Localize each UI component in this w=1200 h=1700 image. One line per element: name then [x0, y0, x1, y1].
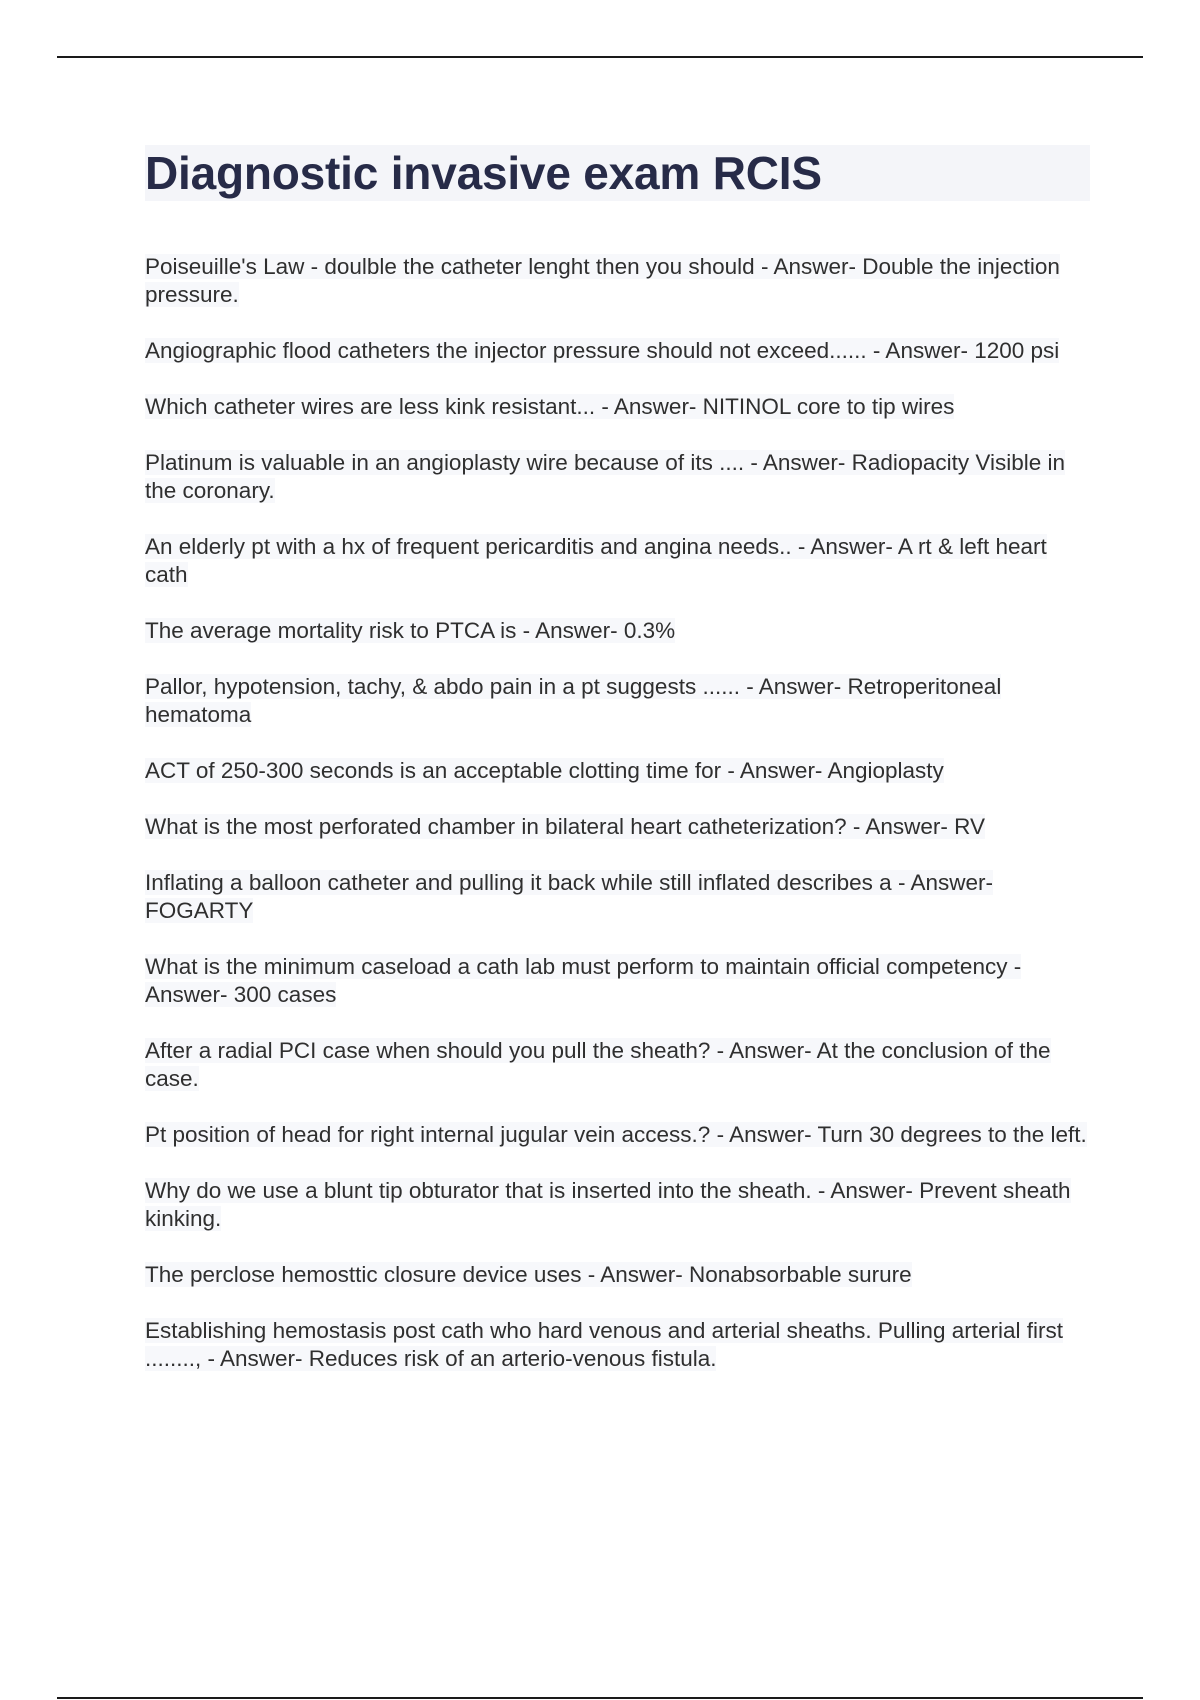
- list-item: [145, 393, 1090, 421]
- list-item: [145, 953, 1090, 1009]
- title-box: [145, 145, 1090, 201]
- qa-text: The average mortality risk to PTCA is - Answer- 0.3%: [145, 618, 676, 643]
- list-item: [145, 1121, 1090, 1149]
- list-item: [145, 1317, 1090, 1373]
- list-item: [145, 1177, 1090, 1233]
- qa-text: Pt position of head for right internal jugular vein access.? - Answer- Turn 30 degrees to the left.: [145, 1122, 1087, 1147]
- document-title: Diagnostic invasive exam RCIS: [145, 147, 822, 199]
- list-item: [145, 253, 1090, 309]
- qa-text: The perclose hemosttic closure device uses - Answer- Nonabsorbable surure: [145, 1262, 912, 1287]
- bottom-rule: [57, 1697, 1143, 1699]
- qa-text: After a radial PCI case when should you pull the sheath? - Answer- At the conclusion of the case.: [145, 1038, 1051, 1091]
- qa-text: Why do we use a blunt tip obturator that is inserted into the sheath. - Answer- Prevent sheath kinking.: [145, 1178, 1071, 1231]
- list-item: [145, 337, 1090, 365]
- list-item: [145, 869, 1090, 925]
- qa-text: ACT of 250-300 seconds is an acceptable clotting time for - Answer- Angioplasty: [145, 758, 944, 783]
- qa-text: Establishing hemostasis post cath who hard venous and arterial sheaths. Pulling arterial first ........, - Answer- Reduces risk of an arterio-venous fistula.: [145, 1318, 1063, 1371]
- list-item: [145, 673, 1090, 729]
- qa-text: Pallor, hypotension, tachy, & abdo pain in a pt suggests ...... - Answer- Retroperitoneal hematoma: [145, 674, 1002, 727]
- top-rule: [57, 56, 1143, 58]
- qa-text: An elderly pt with a hx of frequent pericarditis and angina needs.. - Answer- A rt & left heart cath: [145, 534, 1047, 587]
- qa-text: Poiseuille's Law - doulble the catheter lenght then you should - Answer- Double the injection pressure.: [145, 254, 1060, 307]
- list-item: [145, 617, 1090, 645]
- qa-list: [145, 253, 1090, 1373]
- qa-text: Which catheter wires are less kink resistant... - Answer- NITINOL core to tip wires: [145, 394, 955, 419]
- list-item: [145, 1261, 1090, 1289]
- list-item: [145, 1037, 1090, 1093]
- qa-text: Angiographic flood catheters the injector pressure should not exceed...... - Answer- 1200 psi: [145, 338, 1060, 363]
- list-item: [145, 449, 1090, 505]
- qa-text: What is the most perforated chamber in bilateral heart catheterization? - Answer- RV: [145, 814, 985, 839]
- qa-text: Platinum is valuable in an angioplasty wire because of its .... - Answer- Radiopacity Visible in the coronary.: [145, 450, 1066, 503]
- list-item: [145, 813, 1090, 841]
- list-item: [145, 757, 1090, 785]
- qa-text: What is the minimum caseload a cath lab must perform to maintain official competency - Answer- 300 cases: [145, 954, 1022, 1007]
- qa-text: Inflating a balloon catheter and pulling it back while still inflated describes a - Answer- FOGARTY: [145, 870, 993, 923]
- list-item: [145, 533, 1090, 589]
- document-body: [145, 145, 1090, 1401]
